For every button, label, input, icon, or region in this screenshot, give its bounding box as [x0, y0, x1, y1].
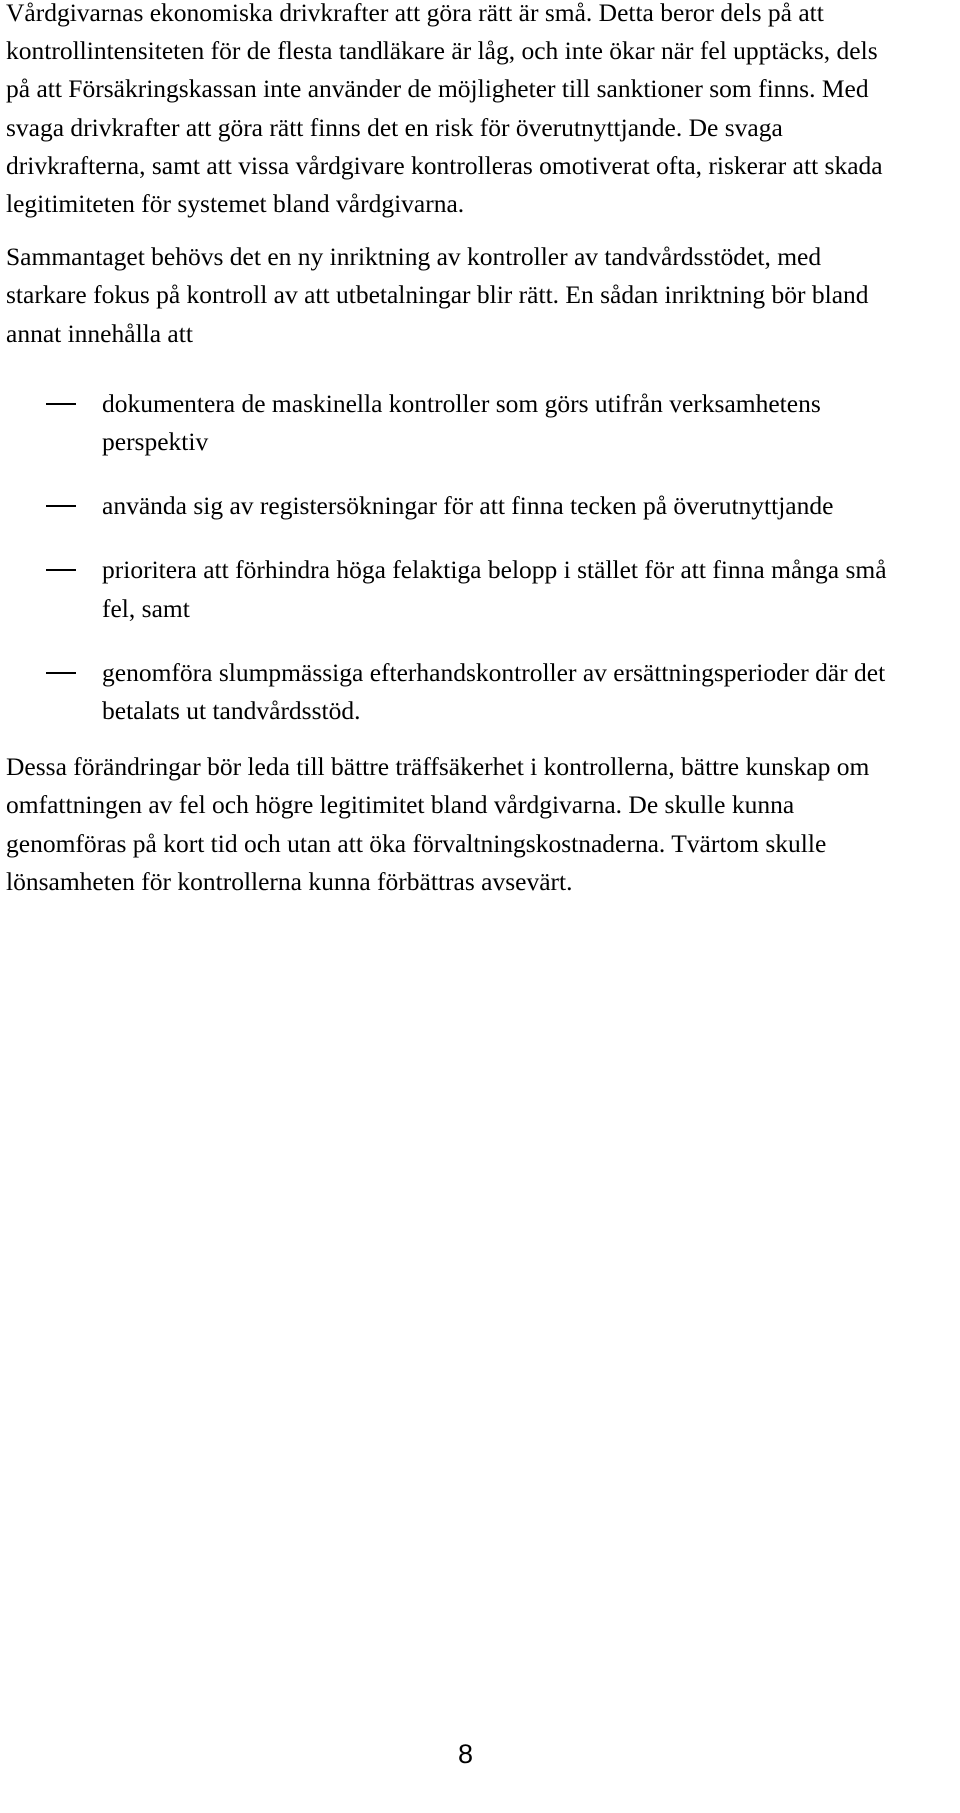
list-item-text: prioritera att förhindra höga felaktiga belopp i stället för att finna många små fel, samt — [102, 555, 887, 623]
list-item — [6, 551, 906, 627]
list-item-text: använda sig av registersökningar för att finna tecken på överutnyttjande — [102, 491, 834, 521]
body-paragraph-conclusion: Dessa förändringar bör leda till bättre träffsäkerhet i kontrollerna, bättre kunskap om omfattningen av fel och högre legitimitet bland vårdgivarna. De skulle kunna genomföras på kort tid och utan att öka förvaltningskostnaderna. Tvärtom skulle lönsamheten för kontrollerna kunna förbättras avsevärt. — [6, 752, 870, 896]
document-page — [6, 0, 906, 901]
recommendation-list — [6, 385, 906, 730]
dash-bullet-icon — [46, 569, 76, 571]
dash-bullet-icon — [46, 403, 76, 405]
list-item-text: dokumentera de maskinella kontroller som görs utifrån verksamhetens perspektiv — [102, 388, 821, 457]
body-paragraph-summary: Sammantaget behövs det en ny inriktning av kontroller av tandvårdsstödet, med starkare fokus på kontroll av att utbetalningar blir rätt. En sådan inriktning bör bland annat innehålla att — [6, 242, 869, 348]
list-item — [6, 654, 906, 730]
dash-bullet-icon — [46, 505, 76, 507]
page-number: 8 — [458, 1739, 474, 1769]
list-item — [6, 385, 906, 461]
body-paragraph-incentives: Vårdgivarnas ekonomiska drivkrafter att göra rätt är små. Detta beror dels på att kontrollintensiteten för de flesta tandläkare är låg, och inte ökar när fel upptäcks, dels på att Försäkringskassan inte använder de möjligheter till sanktioner som finns. Med svaga drivkrafter att göra rätt finns det en risk för överutnyttjande. De svaga drivkrafterna, samt att vissa vårdgivare kontrolleras omotiverat ofta, riskerar att skada legitimiteten för systemet bland vårdgivarna. — [6, 0, 883, 219]
dash-bullet-icon — [46, 672, 76, 674]
list-item — [6, 487, 906, 525]
list-item-text: genomföra slumpmässiga efterhandskontroller av ersättningsperioder där det betalats ut tandvårdsstöd. — [102, 657, 886, 726]
